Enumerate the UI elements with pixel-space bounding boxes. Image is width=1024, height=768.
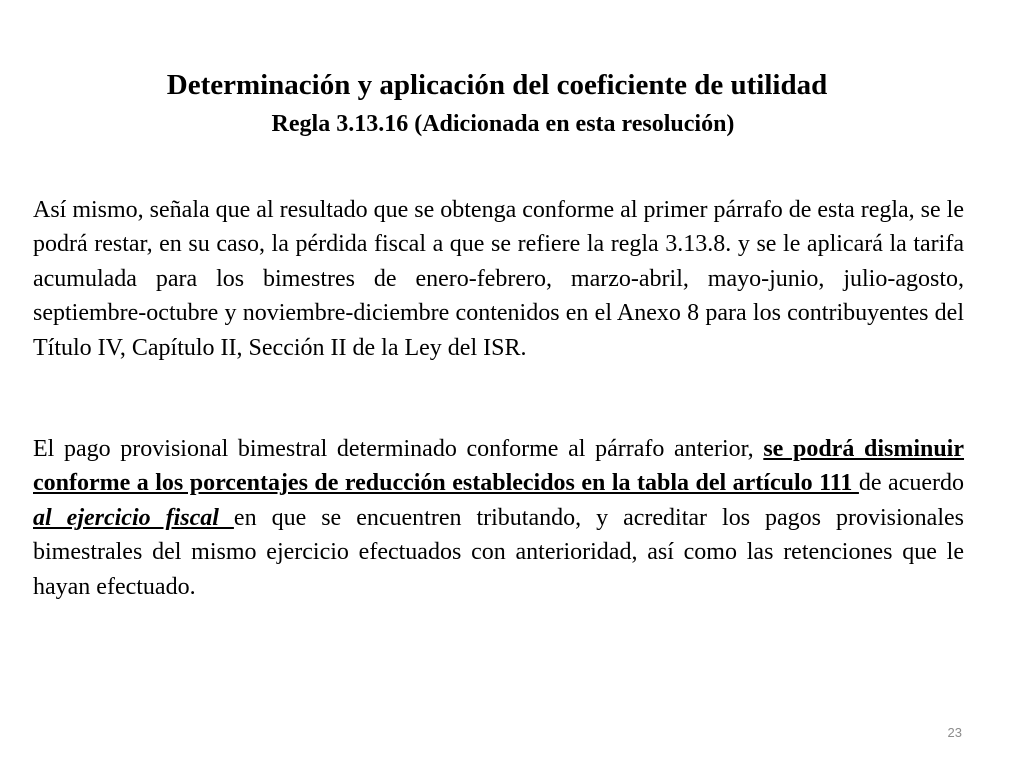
paragraph-2-text-a: El pago provisional bimestral determinado conforme al párrafo anterior, <box>33 436 764 462</box>
paragraph-2-text-b: de acuerdo <box>858 470 964 497</box>
paragraph-2-emphasis-reduction: se podrá disminuir conforme a los porcentajes de reducción establecidos en la tabla del artículo 111 <box>33 436 965 497</box>
body-paragraph-2 <box>33 432 964 604</box>
body-paragraph-1: Así mismo, señala que al resultado que se obtenga conforme al primer párrafo de esta regla, se le podrá restar, en su caso, la pérdida fiscal a que se refiere la regla 3.13.8. y se le aplicará la tarifa acumulada para los bimestres de enero-febrero, marzo-abril, mayo-junio, julio-agosto, septiembre-octubre y noviembre-diciembre contenidos en el Anexo 8 para los contribuyentes del Título IV, Capítulo II, Sección II de la Ley del ISR. <box>33 197 964 361</box>
slide-title: Determinación y aplicación del coeficiente de utilidad <box>166 69 828 101</box>
slide-subtitle: Regla 3.13.16 (Adicionada en esta resolución) <box>271 111 735 137</box>
paragraph-2-emphasis-fiscal-year: al ejercicio fiscal <box>33 504 234 531</box>
paragraph-2-text-c: en que se encuentren tributando, y acreditar los pagos provisionales bimestrales del mismo ejercicio efectuados con anterioridad, así como las retenciones que le hayan efectuado. <box>33 504 964 600</box>
page-number: 23 <box>947 725 962 740</box>
